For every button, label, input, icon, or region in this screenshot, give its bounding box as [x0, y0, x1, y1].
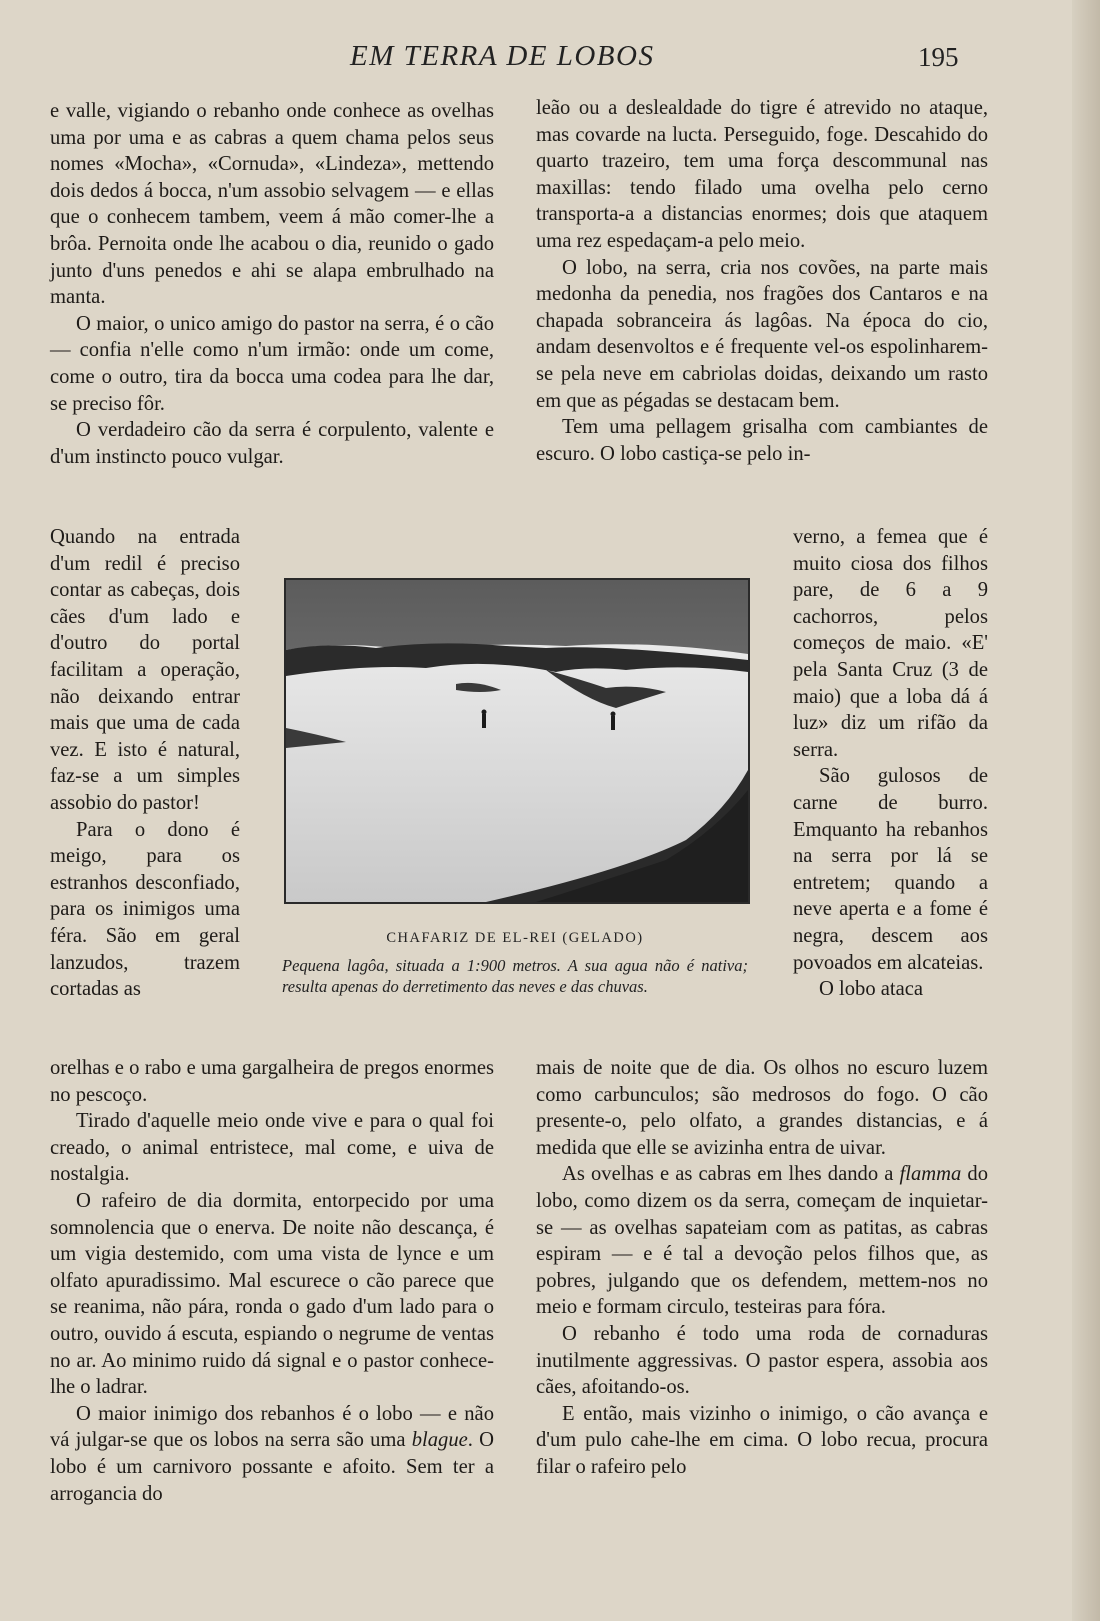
- snow-lagoon-photo: [286, 580, 748, 902]
- paragraph: [536, 1161, 988, 1321]
- paragraph: Para o dono é meigo, para os estranhos desconfiado, para os inimigos uma féra. São em geral lanzudos, trazem cortadas as: [50, 818, 240, 1001]
- running-title: EM TERRA DE LOBOS: [350, 40, 655, 72]
- figure-caption: Pequena lagôa, situada a 1:900 metros. A sua agua não é nativa; resulta apenas do derretimento das neves e das chuvas.: [282, 956, 748, 996]
- paragraph: Tem uma pellagem grisalha com cambiantes de escuro. O lobo castiça-se pelo in-: [536, 416, 988, 465]
- paragraph: São gulosos de carne de burro. Emquanto ha rebanhos na serra por lá se entretem; quando a neve aperta e a fome é negra, descem aos povoados em alcateias.: [793, 765, 988, 974]
- paragraph: Quando na entrada d'um redil é preciso contar as cabeças, dois cães d'um lado e d'outro do portal facilitam a operação, não deixando entrar mais que uma de cada vez. E isto é natural, faz-se a um simples assobio do pastor!: [50, 526, 240, 814]
- page-number: 195: [918, 42, 959, 72]
- italic-word: blague: [411, 1429, 468, 1452]
- paragraph: O lobo ataca: [819, 978, 924, 1001]
- right-column-narrow: [793, 524, 988, 1003]
- italic-word: flamma: [899, 1163, 962, 1186]
- paragraph: verno, a femea que é muito ciosa dos filhos pare, de 6 a 9 cachorros, pelos começos de maio. «E' pela Santa Cruz (3 de maio) que a loba dá á luz» diz um rifão da serra.: [793, 526, 988, 761]
- text-run: . O lobo é um carnivoro possante e afoito. Sem ter a arrogancia do: [50, 1429, 494, 1505]
- text-run: As ovelhas e as cabras em lhes dando a: [562, 1163, 894, 1186]
- paragraph: O verdadeiro cão da serra é corpulento, valente e d'um instincto pouco vulgar.: [50, 419, 494, 468]
- paragraph: orelhas e o rabo e uma gargalheira de pregos enormes no pescoço.: [50, 1057, 494, 1106]
- page-binding-edge: [1072, 0, 1100, 1621]
- paragraph: mais de noite que de dia. Os olhos no escuro luzem como carbunculos; são medrosos do fogo. O cão presente-o, pelo olfato, a grandes distancias, e á medida que elle se avizinha entra de uivar.: [536, 1057, 988, 1159]
- figure-title: CHAFARIZ DE EL-REI (GELADO): [386, 930, 644, 946]
- paragraph: O maior, o unico amigo do pastor na serra, é o cão — confia n'elle como n'um irmão: onde um come, come o outro, tira da bocca uma codea para lhe dar, se preciso fôr.: [50, 312, 494, 415]
- right-column-top: [536, 95, 988, 467]
- left-column-top: [50, 98, 494, 470]
- running-head: [0, 40, 1100, 80]
- paragraph: leão ou a deslealdade do tigre é atrevido no ataque, mas covarde na lucta. Perseguido, foge. Descahido do quarto trazeiro, tem uma força descommunal nas maxillas: tendo filado uma ovelha pelo cerno transporta-a a distancias enormes; dois que ataquem uma rez espedaçam-a pelo meio.: [536, 97, 988, 252]
- text-run: do lobo, como dizem os da serra, começam de inquietar-se — as ovelhas sapateiam com as patitas, as cabras espiram — e é tal a devoção pelos filhos que, as pobres, julgando que os defendem, mettem-nos no meio e formam circulo, testeiras para fóra.: [536, 1163, 989, 1319]
- figure-photo: [284, 578, 750, 904]
- right-column-bottom: [536, 1055, 988, 1481]
- text-run: O maior inimigo dos rebanhos é o lobo — e não vá julgar-se que os lobos na serra são uma: [50, 1402, 494, 1452]
- paragraph: O rafeiro de dia dormita, entorpecido por uma somnolencia que o enerva. De noite não descança, é um vigia destemido, com uma vista de lynce e um olfato apuradissimo. Mal escurece o cão parece que se reanima, não pára, ronda o gado d'um lado para o outro, ouvido á escuta, espiando o negrume de ventas no ar. Ao minimo ruido dá signal e o pastor conhece-lhe o ladrar.: [50, 1189, 494, 1399]
- left-column-narrow: [50, 524, 240, 1003]
- paragraph: O rebanho é todo uma roda de cornaduras inutilmente aggressivas. O pastor espera, assobia aos cães, afoitando-os.: [536, 1322, 988, 1399]
- paragraph: Tirado d'aquelle meio onde vive e para o qual foi creado, o animal entristece, mal come, e uiva de nostalgia.: [50, 1110, 494, 1186]
- paragraph: E então, mais vizinho o inimigo, o cão avança e d'um pulo cahe-lhe em cima. O lobo recua, procura filar o rafeiro pelo: [536, 1402, 988, 1478]
- left-column-bottom: [50, 1055, 494, 1507]
- paragraph: e valle, vigiando o rebanho onde conhece as ovelhas uma por uma e as cabras a quem chama pelos seus nomes «Mocha», «Cornuda», «Lindeza», mettendo dois dedos á bocca, n'um assobio selvagem — e ellas que o conhecem tambem, veem á mão comer-lhe a brôa. Pernoita onde lhe acabou o dia, reunido o gado junto d'uns penedos e ahi se alapa embrulhado na manta.: [50, 100, 494, 309]
- paragraph: O lobo, na serra, cria nos covões, na parte mais medonha da penedia, nos fragões dos Cantaros e na chapada sobranceira ás lagôas. Na época do cio, andam desenvoltos e é frequente vel-os espolinharem-se pela neve em cabriolas doidas, deixando um rasto em que as pégadas se destacam bem.: [536, 256, 988, 412]
- paragraph: [50, 1401, 494, 1507]
